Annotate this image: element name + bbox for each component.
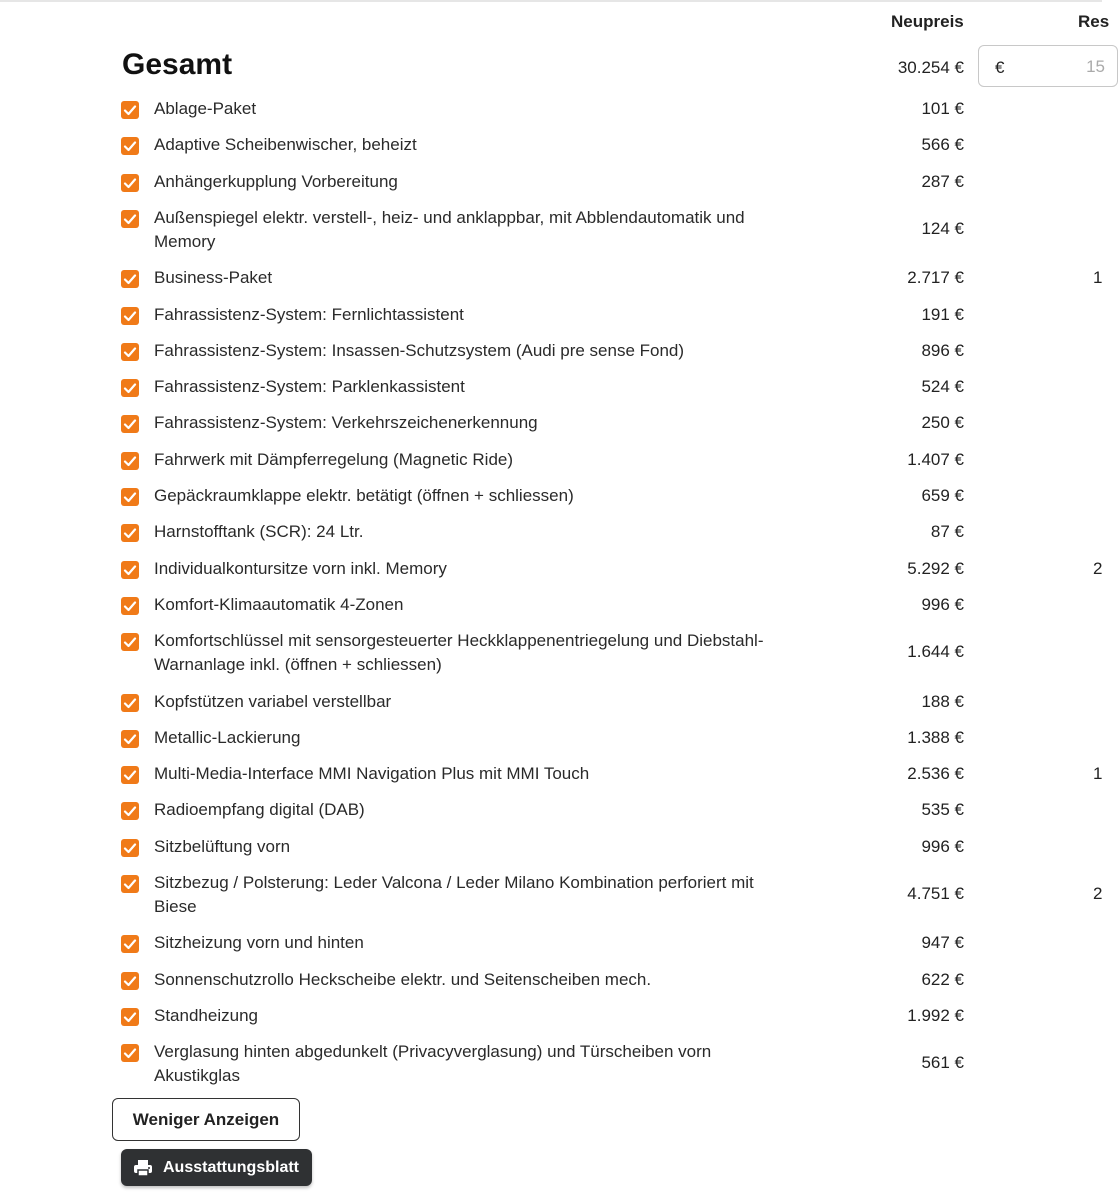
equipment-row	[0, 411, 1102, 447]
equipment-checkbox[interactable]	[121, 488, 139, 506]
equipment-checkbox[interactable]	[121, 174, 139, 192]
equipment-price: 1.992 €	[907, 1005, 964, 1025]
equipment-row	[0, 871, 1102, 931]
equipment-price: 659 €	[921, 486, 964, 505]
equipment-price: 561 €	[921, 1053, 964, 1073]
equipment-checkbox[interactable]	[121, 766, 139, 784]
equipment-label: Business-Paket	[154, 268, 273, 288]
equipment-checkbox[interactable]	[121, 1044, 139, 1062]
equipment-label: Gepäckraumklappe elektr. betätigt (öffnen + schliessen)	[154, 486, 574, 505]
equipment-row	[0, 835, 1102, 871]
equipment-label: Fahrwerk mit Dämpferregelung (Magnetic Ride)	[154, 449, 514, 469]
equipment-checkbox[interactable]	[121, 597, 139, 615]
equipment-price: 996 €	[921, 594, 964, 614]
equipment-row	[0, 97, 1102, 133]
equipment-checkbox[interactable]	[121, 379, 139, 397]
equipment-checkbox[interactable]	[121, 839, 139, 857]
rest-value-field[interactable]	[978, 45, 1118, 87]
equipment-row	[0, 593, 1102, 629]
top-divider	[0, 0, 1102, 2]
equipment-row	[0, 484, 1102, 520]
equipment-sheet-button[interactable]	[121, 1149, 312, 1186]
equipment-row	[0, 726, 1102, 762]
equipment-row	[0, 266, 1102, 302]
equipment-row	[0, 1004, 1102, 1040]
equipment-checkbox[interactable]	[121, 694, 139, 712]
equipment-checkbox[interactable]	[121, 972, 139, 990]
equipment-row	[0, 520, 1102, 556]
equipment-row	[0, 303, 1102, 339]
equipment-rest-value: 2	[1093, 884, 1103, 903]
equipment-label: Adaptive Scheibenwischer, beheizt	[154, 135, 417, 155]
equipment-row	[0, 931, 1102, 967]
equipment-label: Ablage-Paket	[154, 99, 257, 118]
equipment-checkbox[interactable]	[121, 137, 139, 155]
currency-symbol: €	[995, 58, 1005, 77]
equipment-price: 1.388 €	[907, 727, 964, 747]
summary-total-price: 30.254 €	[897, 58, 964, 77]
equipment-checkbox[interactable]	[121, 210, 139, 228]
equipment-rest-value: 2	[1093, 558, 1103, 578]
equipment-label: Standheizung	[154, 1005, 258, 1025]
equipment-label: Metallic-Lackierung	[154, 727, 301, 747]
summary-title: Gesamt	[122, 48, 233, 81]
equipment-checkbox[interactable]	[121, 101, 139, 119]
equipment-label: Komfort-Klimaautomatik 4-Zonen	[154, 594, 404, 614]
equipment-checkbox[interactable]	[121, 307, 139, 325]
equipment-label: Radioempfang digital (DAB)	[154, 800, 365, 820]
equipment-price: 287 €	[921, 171, 964, 191]
equipment-row	[0, 1040, 1102, 1100]
equipment-label: Fahrassistenz-System: Insassen-Schutzsystem (Audi pre sense Fond)	[154, 340, 685, 360]
equipment-checkbox[interactable]	[121, 802, 139, 820]
equipment-price: 87 €	[930, 522, 964, 542]
equipment-row	[0, 798, 1102, 834]
equipment-checkbox[interactable]	[121, 343, 139, 361]
equipment-rest-value: 1	[1093, 764, 1103, 784]
equipment-price: 188 €	[921, 691, 964, 711]
equipment-row	[0, 968, 1102, 1004]
equipment-row	[0, 762, 1102, 798]
equipment-label: Außenspiegel elektr. verstell-, heiz- und anklappbar, mit Abblendautomatik und Memory	[154, 207, 745, 251]
column-header-rest: Res	[1078, 12, 1110, 31]
equipment-price: 535 €	[921, 800, 964, 820]
equipment-row	[0, 339, 1102, 375]
equipment-label: Fahrassistenz-System: Verkehrszeichenerkennung	[154, 413, 538, 433]
rest-value-input[interactable]	[1019, 54, 1107, 80]
equipment-label: Anhängerkupplung Vorbereitung	[154, 171, 398, 191]
equipment-price: 896 €	[921, 340, 964, 360]
equipment-label: Komfortschlüssel mit sensorgesteuerter Heckklappenentriegelung und Diebstahl-Warnanlage inkl. (öffnen + schliessen)	[154, 631, 764, 675]
equipment-row	[0, 170, 1102, 206]
equipment-checkbox[interactable]	[121, 270, 139, 288]
equipment-label: Sitzbezug / Polsterung: Leder Valcona / Leder Milano Kombination perforiert mit Biese	[154, 873, 754, 916]
equipment-price: 5.292 €	[907, 558, 964, 578]
equipment-checkbox[interactable]	[121, 730, 139, 748]
show-less-button[interactable]: Weniger Anzeigen	[112, 1098, 300, 1141]
equipment-price: 1.644 €	[907, 642, 964, 662]
equipment-price: 1.407 €	[907, 449, 964, 469]
equipment-label: Verglasung hinten abgedunkelt (Privacyverglasung) und Türscheiben vorn Akustikglas	[154, 1042, 712, 1086]
equipment-checkbox[interactable]	[121, 415, 139, 433]
equipment-checkbox[interactable]	[121, 1008, 139, 1026]
equipment-label: Individualkontursitze vorn inkl. Memory	[154, 558, 447, 578]
equipment-checkbox[interactable]	[121, 452, 139, 470]
equipment-label: Multi-Media-Interface MMI Navigation Plus mit MMI Touch	[154, 764, 590, 784]
equipment-checkbox[interactable]	[121, 875, 139, 893]
equipment-checkbox[interactable]	[121, 561, 139, 579]
equipment-price: 124 €	[921, 218, 964, 238]
equipment-price: 101 €	[921, 99, 964, 118]
equipment-rest-value: 1	[1093, 268, 1103, 288]
equipment-label: Fahrassistenz-System: Parklenkassistent	[154, 377, 465, 397]
equipment-row	[0, 629, 1102, 689]
equipment-price: 2.536 €	[907, 764, 964, 784]
equipment-row	[0, 557, 1102, 593]
equipment-price: 622 €	[921, 969, 964, 989]
equipment-price: 191 €	[921, 304, 964, 324]
equipment-label: Harnstofftank (SCR): 24 Ltr.	[154, 522, 364, 542]
equipment-label: Kopfstützen variabel verstellbar	[154, 691, 392, 711]
equipment-price: 996 €	[921, 836, 964, 856]
equipment-checkbox[interactable]	[121, 633, 139, 651]
equipment-label: Fahrassistenz-System: Fernlichtassistent	[154, 304, 464, 324]
equipment-checkbox[interactable]	[121, 524, 139, 542]
equipment-price: 2.717 €	[907, 268, 964, 288]
equipment-row	[0, 206, 1102, 266]
equipment-row	[0, 448, 1102, 484]
equipment-price: 4.751 €	[907, 884, 964, 903]
equipment-row	[0, 375, 1102, 411]
equipment-price: 250 €	[921, 413, 964, 433]
equipment-sheet-label: Ausstattungsblatt	[163, 1158, 299, 1176]
equipment-row	[0, 690, 1102, 726]
equipment-label: Sonnenschutzrollo Heckscheibe elektr. und Seitenscheiben mech.	[154, 969, 652, 989]
equipment-label: Sitzheizung vorn und hinten	[154, 933, 364, 953]
equipment-row	[0, 133, 1102, 169]
printer-icon	[133, 1159, 153, 1177]
equipment-price: 524 €	[921, 377, 964, 397]
equipment-checkbox[interactable]	[121, 935, 139, 953]
equipment-label: Sitzbelüftung vorn	[154, 836, 291, 856]
equipment-price: 947 €	[921, 933, 964, 953]
equipment-price: 566 €	[921, 135, 964, 155]
column-header-neupreis: Neupreis	[891, 12, 964, 31]
